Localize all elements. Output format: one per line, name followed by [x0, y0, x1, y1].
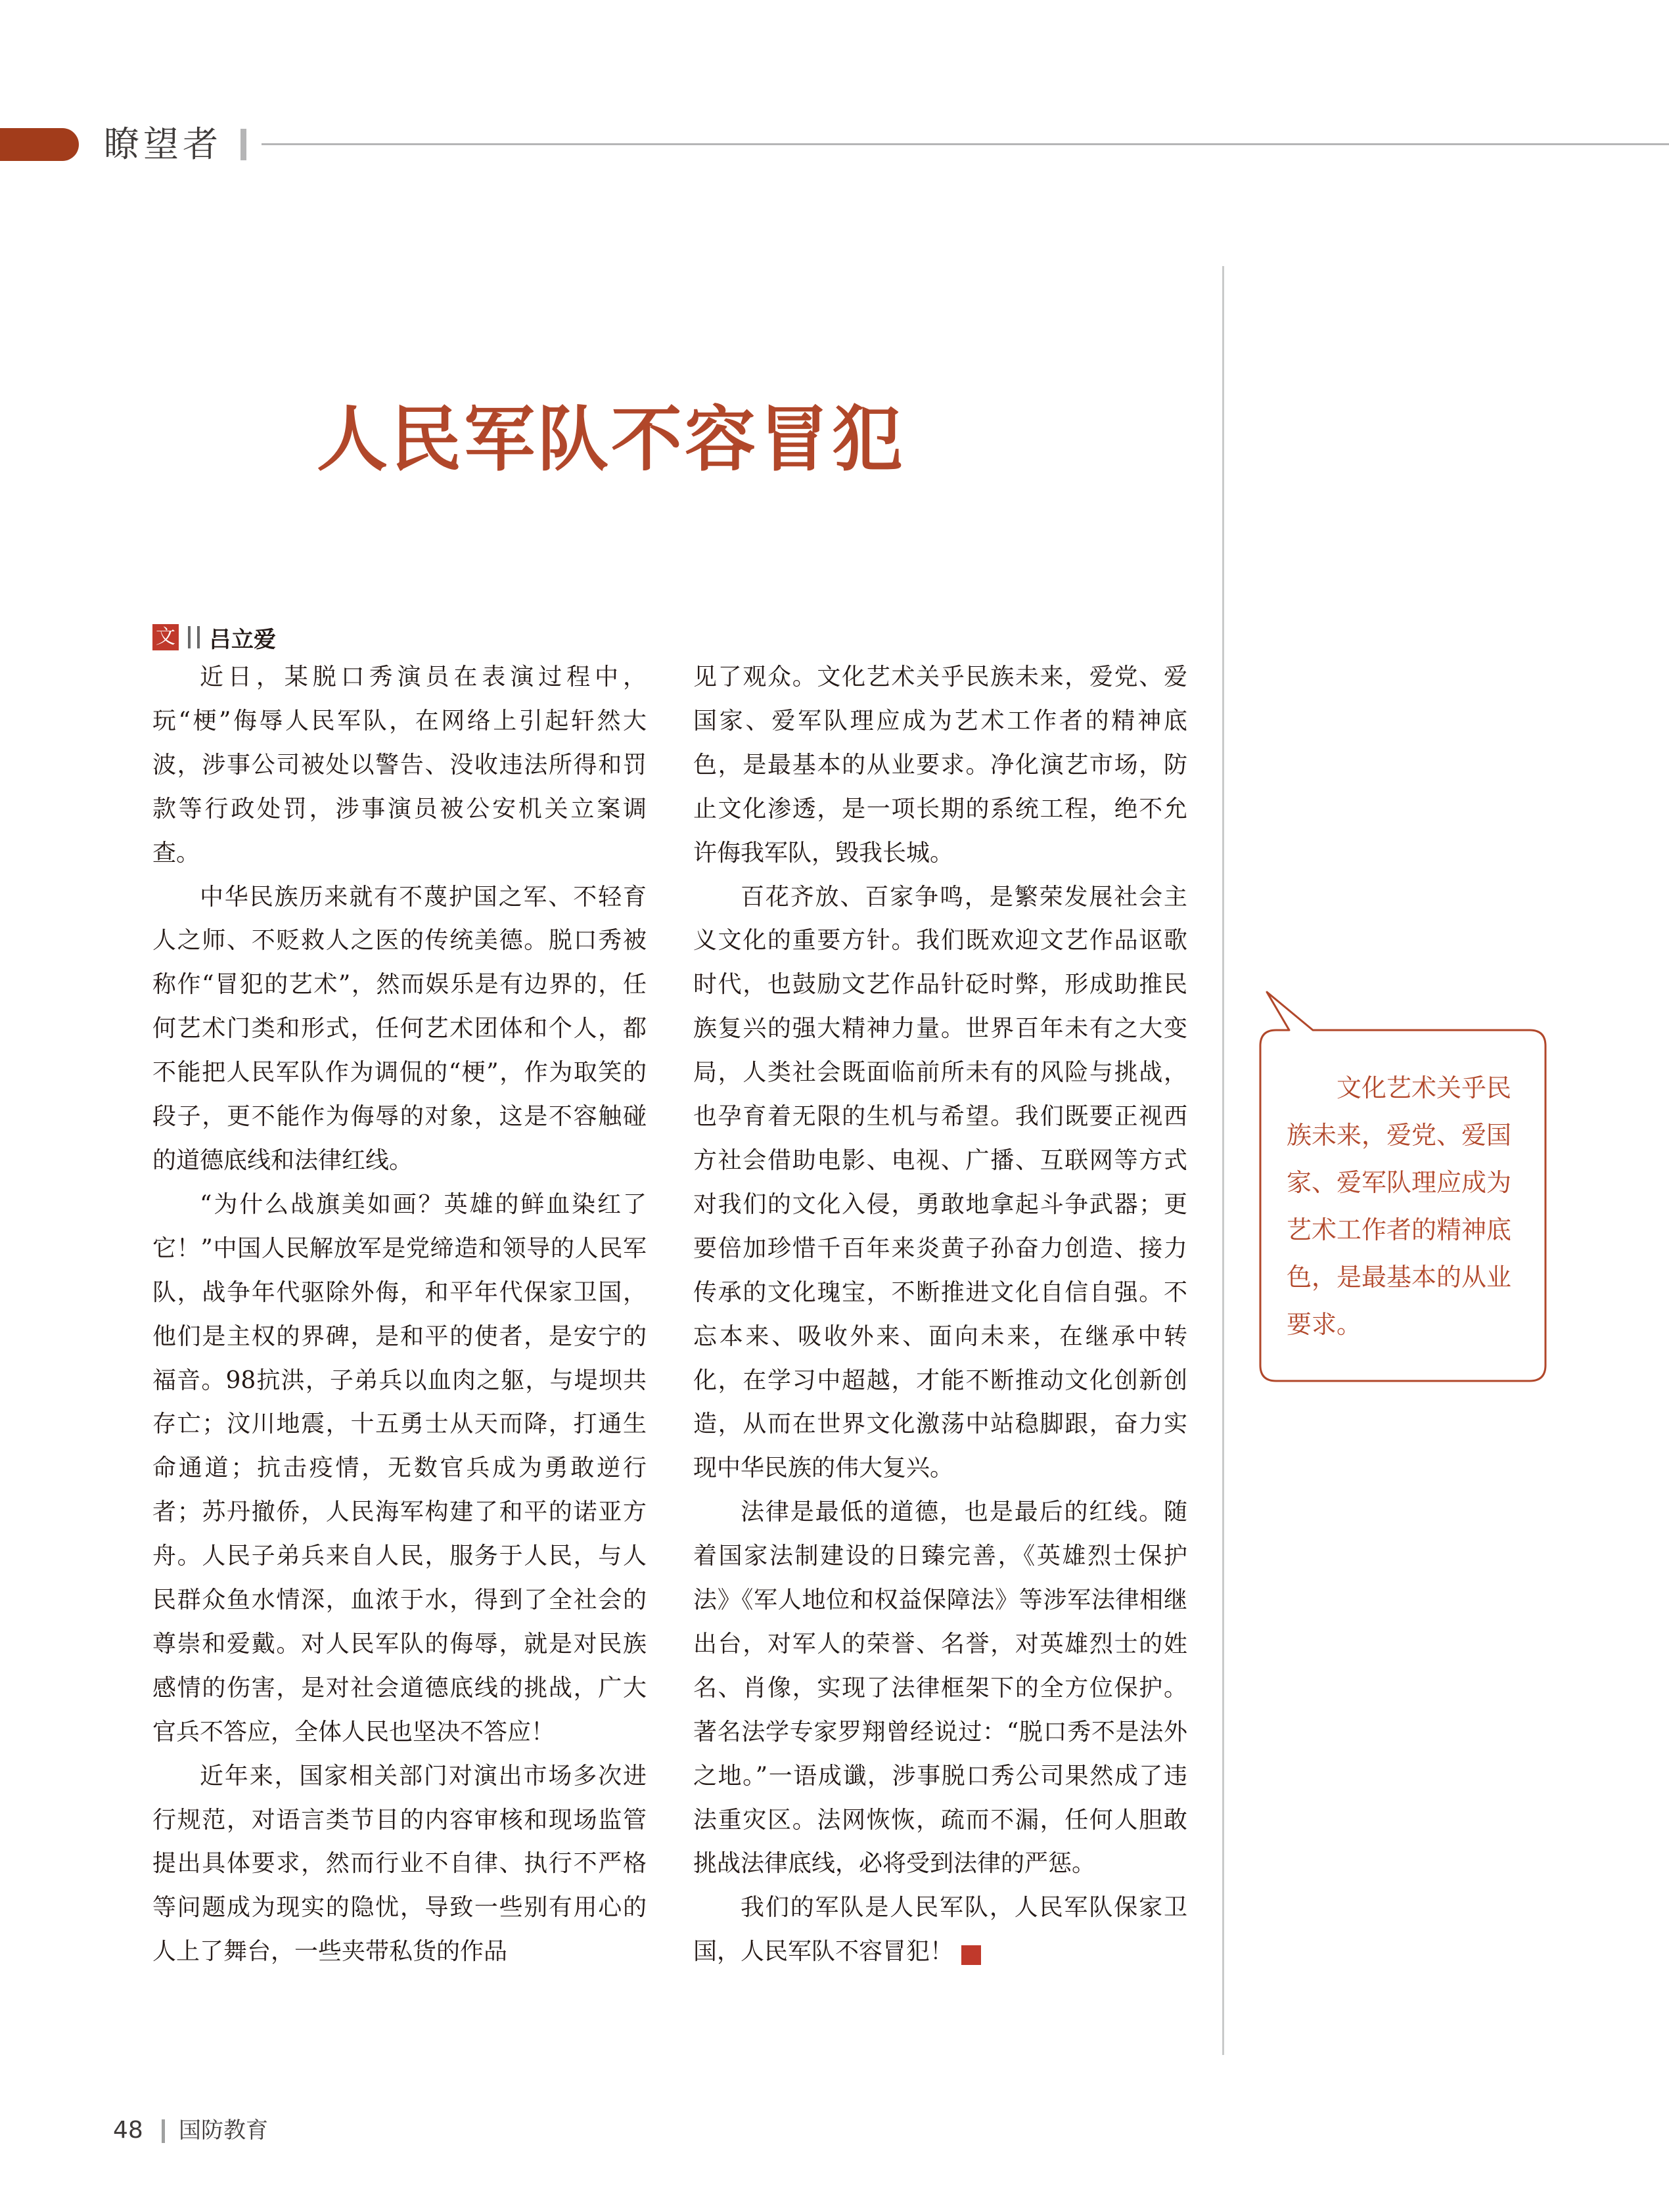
body-column-left [152, 656, 647, 1974]
pull-quote-line: 要求。 [1287, 1310, 1362, 1339]
publication-name: 国防教育 [179, 2117, 268, 2144]
author-name: 吕立爱 [209, 626, 276, 653]
pull-quote-line: 家、爱军队理应成为 [1287, 1168, 1512, 1197]
pull-quote-line: 文化艺术关乎民 [1337, 1073, 1512, 1102]
byline-label: 文 [152, 624, 179, 650]
pull-quote-line: 艺术工作者的精神底 [1287, 1215, 1512, 1244]
closing-sentence: 我们的军队是人民军队，人民军队保家卫国，人民军队不容冒犯！ [693, 1894, 1187, 1966]
paragraph: “为什么战旗美如画？英雄的鲜血染红了它！”中国人民解放军是党缔造和领导的人民军队，战争年代驱除外侮，和平年代保家卫国，他们是主权的界碑，是和平的使者，是安宁的福音。98抗洪，子弟兵以血肉之躯，与堤坝共存亡；汶川地震，十五勇士从天而降，打通生命通道；抗击疫情，无数官兵成为勇敢逆行者；苏丹撤侨，人民海军构建了和平的诺亚方舟。人民子弟兵来自人民，服务于人民，与人民群众鱼水情深，血浓于水，得到了全社会的尊崇和爱戴。对人民军队的侮辱，就是对民族感情的伤害，是对社会道德底线的挑战，广大官兵不答应，全体人民也坚决不答应！ [152, 1190, 647, 1746]
pull-quote-line: 族未来，爱党、爱国 [1287, 1121, 1512, 1150]
byline-separator [188, 626, 191, 648]
page-number: 48 [113, 2117, 143, 2144]
column-divider [1222, 266, 1224, 2055]
paragraph: 中华民族历来就有不蔑护国之军、不轻育人之师、不贬救人之医的传统美德。脱口秀被称作“冒犯的艺术”，然而娱乐是有边界的，任何艺术门类和形式，任何艺术团体和个人，都不能把人民军队作为调侃的“梗”，作为取笑的段子，更不能作为侮辱的对象，这是不容触碰的道德底线和法律红线。 [152, 883, 647, 1174]
section-header-bar [0, 128, 79, 161]
footer-separator [162, 2119, 165, 2143]
section-title-mark [240, 129, 246, 160]
body-column-right [693, 656, 1187, 1974]
end-mark-icon: G [961, 1945, 981, 1965]
section-title: 瞭望者 [104, 124, 222, 165]
paragraph-continued: 见了观众。文化艺术关乎民族未来，爱党、爱国家、爱军队理应成为艺术工作者的精神底色，是最基本的从业要求。净化演艺市场，防止文化渗透，是一项长期的系统工程，绝不允许侮我军队，毁我长城。 [693, 664, 1187, 867]
paragraph: 法律是最低的道德，也是最后的红线。随着国家法制建设的日臻完善，《英雄烈士保护法》《军人地位和权益保障法》等涉军法律相继出台，对军人的荣誉、名誉，对英雄烈士的姓名、肖像，实现了法律框架下的全方位保护。著名法学专家罗翔曾经说过：“脱口秀不是法外之地。”一语成谶，涉事脱口秀公司果然成了违法重灾区。法网恢恢，疏而不漏，任何人胆敢挑战法律底线，必将受到法律的严惩。 [693, 1499, 1187, 1878]
paragraph: 近日，某脱口秀演员在表演过程中，玩“梗”侮辱人民军队，在网络上引起轩然大波，涉事公司被处以警告、没收违法所得和罚款等行政处罚，涉事演员被公安机关立案调查。 [152, 664, 647, 867]
byline [152, 623, 276, 652]
pull-quote [1287, 1064, 1523, 1348]
paragraph: 百花齐放、百家争鸣，是繁荣发展社会主义文化的重要方针。我们既欢迎文艺作品讴歌时代，也鼓励文艺作品针砭时弊，形成助推民族复兴的强大精神力量。世界百年未有之大变局，人类社会既面临前所未有的风险与挑战，也孕育着无限的生机与希望。我们既要正视西方社会借助电影、电视、广播、互联网等方式对我们的文化入侵，勇敢地拿起斗争武器；更要倍加珍惜千百年来炎黄子孙奋力创造、接力传承的文化瑰宝，不断推进文化自信自强。不忘本来、吸收外来、面向未来，在继承中转化，在学习中超越，才能不断推动文化创新创造，从而在世界文化激荡中站稳脚跟，奋力实现中华民族的伟大复兴。 [693, 883, 1187, 1482]
pull-quote-line: 色，是最基本的从业 [1287, 1263, 1512, 1292]
paragraph: 近年来，国家相关部门对演出市场多次进行规范，对语言类节目的内容审核和现场监管提出具体要求，然而行业不自律、执行不严格等问题成为现实的隐忧，导致一些别有用心的人上了舞台，一些夹带私货的作品 [152, 1762, 647, 1966]
byline-separator [197, 626, 200, 648]
paragraph-last [693, 1886, 1187, 1974]
article-title: 人民军队不容冒犯 [316, 399, 905, 481]
header-rule [262, 143, 1669, 145]
